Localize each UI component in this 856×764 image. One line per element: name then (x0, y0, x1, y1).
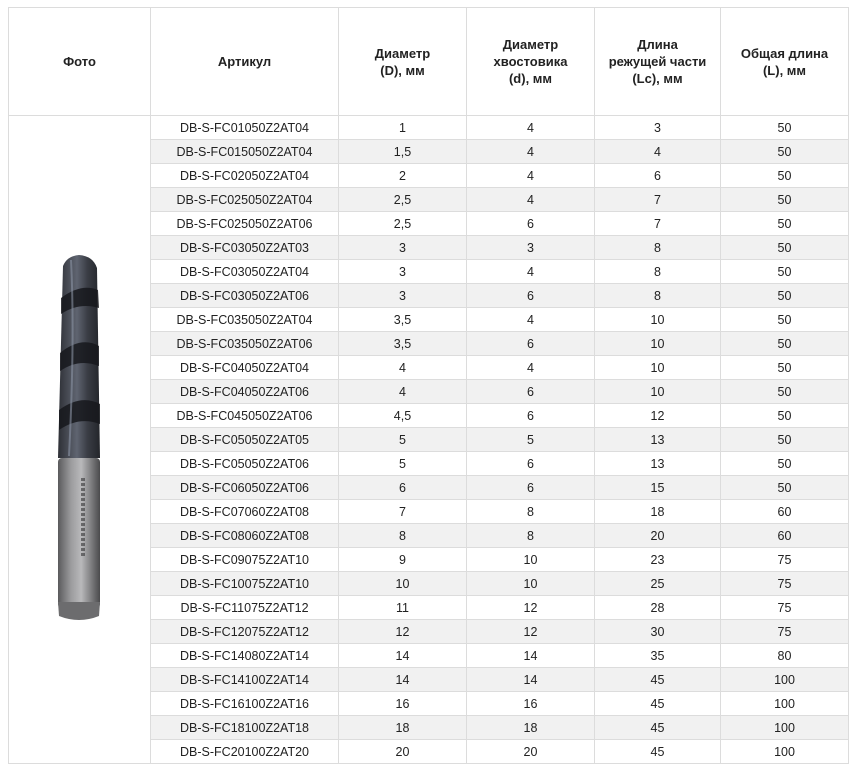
article-cell: DB-S-FC09075Z2AT10 (151, 548, 339, 572)
cutting-length-cell: 45 (595, 668, 721, 692)
shank-diameter-cell: 6 (467, 284, 595, 308)
article-cell: DB-S-FC06050Z2AT06 (151, 476, 339, 500)
article-cell: DB-S-FC02050Z2AT04 (151, 164, 339, 188)
cutting-length-cell: 6 (595, 164, 721, 188)
article-cell: DB-S-FC03050Z2AT03 (151, 236, 339, 260)
shank-diameter-cell: 8 (467, 524, 595, 548)
shank-diameter-cell: 4 (467, 188, 595, 212)
diameter-cell: 3 (339, 236, 467, 260)
cutting-length-cell: 30 (595, 620, 721, 644)
shank-diameter-cell: 4 (467, 164, 595, 188)
article-cell: DB-S-FC035050Z2AT04 (151, 308, 339, 332)
article-cell: DB-S-FC20100Z2AT20 (151, 740, 339, 764)
article-cell: DB-S-FC03050Z2AT04 (151, 260, 339, 284)
cutting-length-cell: 4 (595, 140, 721, 164)
article-cell: DB-S-FC10075Z2AT10 (151, 572, 339, 596)
article-cell: DB-S-FC045050Z2AT06 (151, 404, 339, 428)
total-length-cell: 50 (721, 404, 849, 428)
cutting-length-cell: 28 (595, 596, 721, 620)
cutting-length-cell: 7 (595, 212, 721, 236)
article-cell: DB-S-FC11075Z2AT12 (151, 596, 339, 620)
diameter-cell: 9 (339, 548, 467, 572)
total-length-cell: 50 (721, 308, 849, 332)
diameter-cell: 18 (339, 716, 467, 740)
table-header (9, 8, 849, 116)
diameter-cell: 14 (339, 644, 467, 668)
article-cell: DB-S-FC025050Z2AT06 (151, 212, 339, 236)
cutting-length-cell: 45 (595, 740, 721, 764)
cutting-length-cell: 45 (595, 716, 721, 740)
diameter-cell: 3 (339, 284, 467, 308)
shank-diameter-cell: 12 (467, 596, 595, 620)
total-length-cell: 50 (721, 212, 849, 236)
cutting-length-cell: 13 (595, 428, 721, 452)
article-cell: DB-S-FC14100Z2AT14 (151, 668, 339, 692)
shank-diameter-cell: 18 (467, 716, 595, 740)
header-row (9, 8, 849, 116)
diameter-cell: 4 (339, 356, 467, 380)
cutting-length-cell: 10 (595, 332, 721, 356)
total-length-cell: 75 (721, 620, 849, 644)
cutting-length-cell: 7 (595, 188, 721, 212)
diameter-cell: 20 (339, 740, 467, 764)
article-cell: DB-S-FC03050Z2AT06 (151, 284, 339, 308)
header-article: Артикул (151, 8, 339, 116)
total-length-cell: 75 (721, 572, 849, 596)
cutting-length-cell: 23 (595, 548, 721, 572)
diameter-cell: 3 (339, 260, 467, 284)
shank-diameter-cell: 14 (467, 644, 595, 668)
cutting-length-cell: 13 (595, 452, 721, 476)
article-cell: DB-S-FC04050Z2AT06 (151, 380, 339, 404)
shank-diameter-cell: 4 (467, 308, 595, 332)
shank-diameter-cell: 6 (467, 404, 595, 428)
article-cell: DB-S-FC01050Z2AT04 (151, 116, 339, 140)
cutting-length-cell: 35 (595, 644, 721, 668)
article-cell: DB-S-FC12075Z2AT12 (151, 620, 339, 644)
cutting-length-cell: 10 (595, 308, 721, 332)
article-cell: DB-S-FC025050Z2AT04 (151, 188, 339, 212)
total-length-cell: 50 (721, 164, 849, 188)
shank-diameter-cell: 16 (467, 692, 595, 716)
total-length-cell: 50 (721, 332, 849, 356)
header-diameter: Диаметр (D), мм (339, 8, 467, 116)
diameter-cell: 3,5 (339, 332, 467, 356)
article-cell: DB-S-FC05050Z2AT06 (151, 452, 339, 476)
diameter-cell: 2 (339, 164, 467, 188)
diameter-cell: 2,5 (339, 212, 467, 236)
shank-shape (58, 458, 100, 608)
article-cell: DB-S-FC035050Z2AT06 (151, 332, 339, 356)
diameter-cell: 14 (339, 668, 467, 692)
total-length-cell: 50 (721, 116, 849, 140)
header-cutting-length: Длина режущей части (Lc), мм (595, 8, 721, 116)
shank-diameter-cell: 6 (467, 476, 595, 500)
header-photo: Фото (9, 8, 151, 116)
diameter-cell: 11 (339, 596, 467, 620)
shank-diameter-cell: 4 (467, 116, 595, 140)
diameter-cell: 16 (339, 692, 467, 716)
diameter-cell: 5 (339, 452, 467, 476)
cutting-length-cell: 10 (595, 380, 721, 404)
shank-diameter-cell: 10 (467, 548, 595, 572)
article-cell: DB-S-FC07060Z2AT08 (151, 500, 339, 524)
product-photo (9, 116, 151, 764)
total-length-cell: 100 (721, 668, 849, 692)
diameter-cell: 1,5 (339, 140, 467, 164)
shank-end-shape (58, 602, 100, 620)
shank-diameter-cell: 6 (467, 452, 595, 476)
total-length-cell: 100 (721, 716, 849, 740)
cutting-length-cell: 25 (595, 572, 721, 596)
total-length-cell: 60 (721, 524, 849, 548)
total-length-cell: 50 (721, 380, 849, 404)
cutting-length-cell: 18 (595, 500, 721, 524)
diameter-cell: 7 (339, 500, 467, 524)
shank-diameter-cell: 8 (467, 500, 595, 524)
shank-diameter-cell: 4 (467, 140, 595, 164)
article-cell: DB-S-FC05050Z2AT05 (151, 428, 339, 452)
article-cell: DB-S-FC015050Z2AT04 (151, 140, 339, 164)
total-length-cell: 50 (721, 284, 849, 308)
shank-diameter-cell: 4 (467, 356, 595, 380)
total-length-cell: 50 (721, 428, 849, 452)
shank-diameter-cell: 12 (467, 620, 595, 644)
cutting-length-cell: 3 (595, 116, 721, 140)
shank-diameter-cell: 14 (467, 668, 595, 692)
diameter-cell: 10 (339, 572, 467, 596)
total-length-cell: 60 (721, 500, 849, 524)
total-length-cell: 100 (721, 740, 849, 764)
diameter-cell: 4 (339, 380, 467, 404)
diameter-cell: 2,5 (339, 188, 467, 212)
cutting-length-cell: 15 (595, 476, 721, 500)
shank-diameter-cell: 20 (467, 740, 595, 764)
cutting-length-cell: 8 (595, 284, 721, 308)
shank-diameter-cell: 3 (467, 236, 595, 260)
end-mill-icon (9, 118, 150, 758)
header-total-length: Общая длина (L), мм (721, 8, 849, 116)
diameter-cell: 3,5 (339, 308, 467, 332)
cutting-length-cell: 10 (595, 356, 721, 380)
shank-diameter-cell: 6 (467, 212, 595, 236)
cutting-length-cell: 45 (595, 692, 721, 716)
article-cell: DB-S-FC16100Z2AT16 (151, 692, 339, 716)
diameter-cell: 5 (339, 428, 467, 452)
shank-diameter-cell: 6 (467, 332, 595, 356)
diameter-cell: 6 (339, 476, 467, 500)
cutting-length-cell: 12 (595, 404, 721, 428)
total-length-cell: 50 (721, 260, 849, 284)
total-length-cell: 75 (721, 548, 849, 572)
total-length-cell: 50 (721, 188, 849, 212)
total-length-cell: 80 (721, 644, 849, 668)
total-length-cell: 75 (721, 596, 849, 620)
table-body (9, 116, 849, 764)
total-length-cell: 100 (721, 692, 849, 716)
diameter-cell: 1 (339, 116, 467, 140)
article-cell: DB-S-FC14080Z2AT14 (151, 644, 339, 668)
total-length-cell: 50 (721, 476, 849, 500)
diameter-cell: 8 (339, 524, 467, 548)
article-cell: DB-S-FC18100Z2AT18 (151, 716, 339, 740)
header-shank-diameter: Диаметр хвостовика (d), мм (467, 8, 595, 116)
shank-diameter-cell: 10 (467, 572, 595, 596)
cutting-length-cell: 20 (595, 524, 721, 548)
shank-diameter-cell: 6 (467, 380, 595, 404)
cutting-length-cell: 8 (595, 260, 721, 284)
cutting-length-cell: 8 (595, 236, 721, 260)
table-row (9, 116, 849, 140)
shank-diameter-cell: 5 (467, 428, 595, 452)
total-length-cell: 50 (721, 236, 849, 260)
total-length-cell: 50 (721, 140, 849, 164)
shank-diameter-cell: 4 (467, 260, 595, 284)
diameter-cell: 12 (339, 620, 467, 644)
total-length-cell: 50 (721, 356, 849, 380)
spec-table (8, 7, 849, 764)
article-cell: DB-S-FC08060Z2AT08 (151, 524, 339, 548)
article-cell: DB-S-FC04050Z2AT04 (151, 356, 339, 380)
total-length-cell: 50 (721, 452, 849, 476)
diameter-cell: 4,5 (339, 404, 467, 428)
